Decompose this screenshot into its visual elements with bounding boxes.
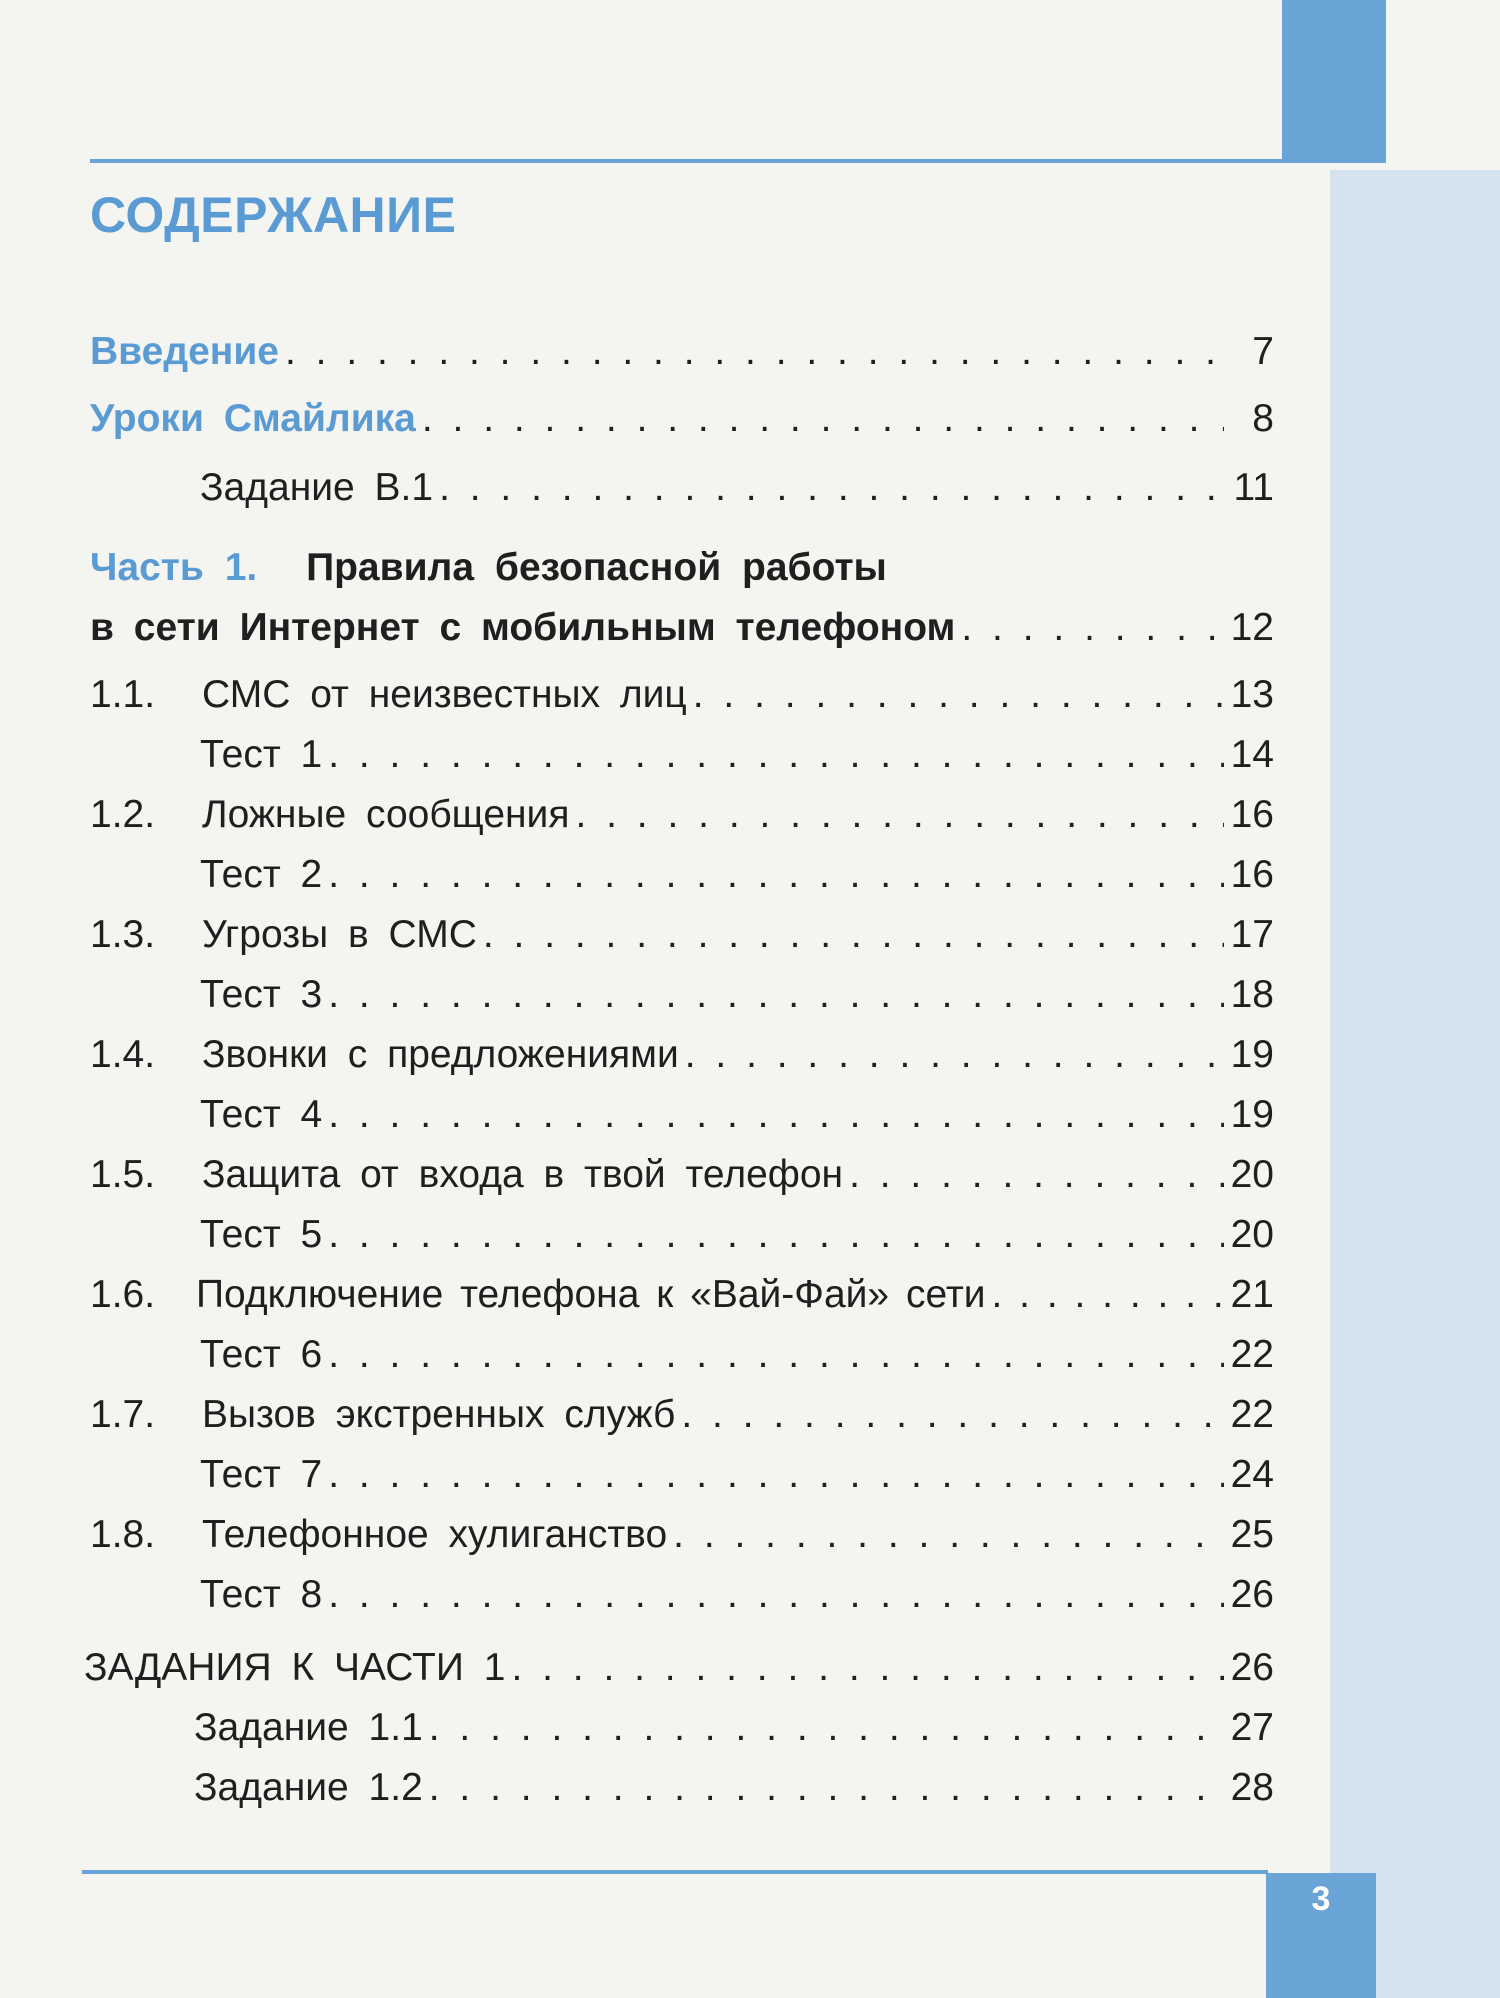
toc-entry-page: 8 [1252,397,1274,440]
toc-entry-page: 12 [1230,606,1274,649]
toc-entry-page: 20 [1230,1153,1274,1196]
leader-dots [992,1273,1225,1317]
leader-dots [328,1573,1224,1617]
toc-entry-section-1-5[interactable] [90,1153,1274,1207]
leader-dots [673,1513,1224,1557]
toc-entry-section-1-6[interactable] [90,1273,1274,1327]
toc-entry-page: 26 [1230,1573,1274,1616]
test-label: Тест 6 [200,1333,323,1376]
toc-entry-label: Задание 1.1 [194,1706,423,1749]
toc-entry-page: 25 [1230,1513,1274,1556]
section-number: 1.5. [90,1153,156,1196]
section-number: 1.8. [90,1513,156,1556]
section-title: Вызов экстренных служб [202,1393,676,1436]
leader-dots [422,397,1224,441]
leader-dots [328,973,1224,1017]
toc-entry-section-1-3[interactable] [90,913,1274,967]
section-number: 1.2. [90,793,156,836]
toc-entry-label: Уроки Смайлика [90,397,416,440]
test-label: Тест 3 [200,973,323,1016]
leader-dots [328,853,1224,897]
leader-dots [328,1453,1224,1497]
toc-entry-section-1-1[interactable] [90,673,1274,727]
toc-entry-page: 20 [1230,1213,1274,1256]
toc-entry-page: 16 [1230,793,1274,836]
toc-entry-page: 17 [1230,913,1274,956]
section-number: 1.7. [90,1393,156,1436]
top-color-tab [1282,0,1386,163]
toc-entry-task-1-2[interactable] [194,1766,1274,1820]
toc-entry-label: Задание В.1 [200,466,434,509]
leader-dots [328,733,1224,777]
toc-entry-label: Задание 1.2 [194,1766,423,1809]
section-title: Угрозы в СМС [202,913,477,956]
section-title: Звонки с предложениями [202,1033,679,1076]
section-number: 1.6. [90,1273,156,1316]
toc-entry-part1-tasks[interactable] [84,1646,1274,1700]
toc-entry-section-1-2[interactable] [90,793,1274,847]
toc-entry-page: 19 [1230,1093,1274,1136]
toc-entry-smiley-lessons[interactable] [90,397,1274,451]
toc-entry-page: 22 [1230,1333,1274,1376]
toc-entry-page: 14 [1230,733,1274,776]
toc-entry-page: 21 [1230,1273,1274,1316]
section-title: Защита от входа в твой телефон [202,1153,844,1196]
section-title: Ложные сообщения [202,793,570,836]
toc-entry-section-1-8[interactable] [90,1513,1274,1567]
leader-dots [685,1033,1224,1077]
leader-dots [693,673,1224,717]
leader-dots [961,606,1224,650]
toc-entry-test-8[interactable] [200,1573,1274,1627]
test-label: Тест 2 [200,853,323,896]
part-label: Часть 1. [90,546,258,589]
toc-entry-page: 22 [1230,1393,1274,1436]
toc-entry-test-5[interactable] [200,1213,1274,1267]
toc-entry-page: 7 [1252,330,1274,373]
toc-entry-test-6[interactable] [200,1333,1274,1387]
toc-entry-intro[interactable] [90,330,1274,384]
leader-dots [285,330,1224,374]
top-rule [90,159,1282,163]
toc-entry-section-1-4[interactable] [90,1033,1274,1087]
toc-entry-test-3[interactable] [200,973,1274,1027]
toc-part1-heading[interactable] [90,546,887,590]
toc-entry-test-7[interactable] [200,1453,1274,1507]
toc-entry-page: 24 [1230,1453,1274,1496]
toc-entry-task-1-1[interactable] [194,1706,1274,1760]
leader-dots [328,1213,1224,1257]
leader-dots [575,793,1224,837]
toc-entry-page: 28 [1230,1766,1274,1809]
section-title: СМС от неизвестных лиц [202,673,687,716]
leader-dots [429,1706,1224,1750]
leader-dots [681,1393,1224,1437]
test-label: Тест 7 [200,1453,323,1496]
leader-dots [483,913,1224,957]
page-edge-strip [1330,170,1500,1998]
section-title: Телефонное хулиганство [202,1513,668,1556]
leader-dots [511,1646,1224,1690]
page-number: 3 [1311,1879,1331,1918]
part-title-line2: в сети Интернет с мобильным телефоном [90,606,956,649]
leader-dots [328,1093,1224,1137]
toc-entry-page: 27 [1230,1706,1274,1749]
section-number: 1.1. [90,673,156,716]
leader-dots [429,1766,1224,1810]
toc-entry-page: 16 [1230,853,1274,896]
toc-entry-page: 26 [1230,1646,1274,1689]
toc-entry-test-2[interactable] [200,853,1274,907]
toc-entry-part1[interactable] [90,606,1274,660]
leader-dots [439,466,1224,510]
part-title-line1: Правила безопасной работы [306,546,887,589]
toc-entry-label: ЗАДАНИЯ К ЧАСТИ 1 [84,1646,506,1689]
toc-entry-task-b1[interactable] [200,466,1274,520]
section-number: 1.4. [90,1033,156,1076]
test-label: Тест 8 [200,1573,323,1616]
toc-entry-test-1[interactable] [200,733,1274,787]
section-title: Подключение телефона к «Вай-Фай» сети [196,1273,986,1316]
bottom-rule [82,1870,1268,1874]
leader-dots [328,1333,1224,1377]
toc-entry-page: 11 [1233,466,1274,509]
leader-dots [849,1153,1224,1197]
toc-entry-page: 19 [1230,1033,1274,1076]
toc-entry-label: Введение [90,330,279,373]
toc-entry-test-4[interactable] [200,1093,1274,1147]
section-number: 1.3. [90,913,156,956]
test-label: Тест 1 [200,733,323,776]
test-label: Тест 4 [200,1093,323,1136]
page-title: СОДЕРЖАНИЕ [90,187,457,243]
toc-entry-page: 13 [1230,673,1274,716]
toc-entry-page: 18 [1230,973,1274,1016]
toc-entry-section-1-7[interactable] [90,1393,1274,1447]
test-label: Тест 5 [200,1213,323,1256]
